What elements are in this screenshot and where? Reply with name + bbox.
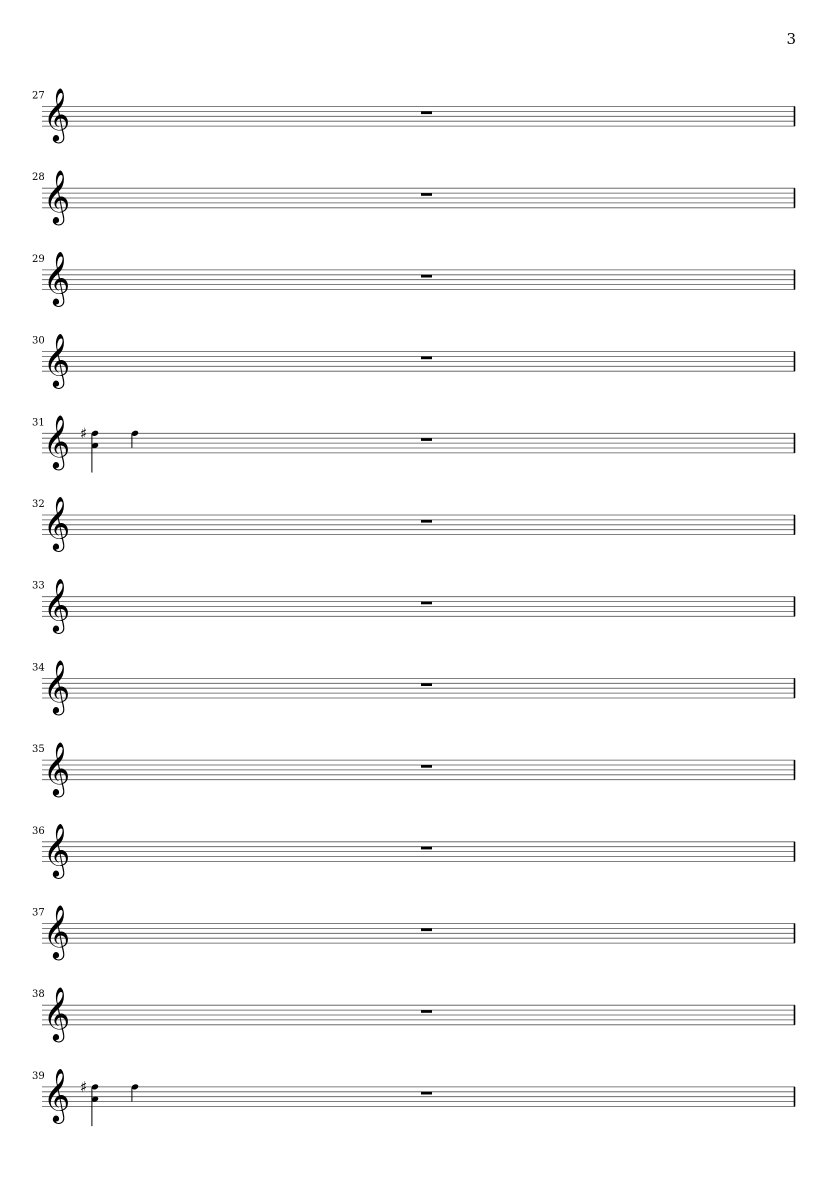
note xyxy=(80,1078,99,1126)
treble-clef-icon: 𝄞 xyxy=(43,250,71,305)
staff-system-38 xyxy=(32,986,795,1042)
measure-number: 39 xyxy=(32,1070,45,1082)
staff-system-31 xyxy=(32,414,795,473)
sharp-icon: ♯ xyxy=(80,1077,88,1096)
treble-clef-icon: 𝄞 xyxy=(43,168,71,223)
measure-number: 36 xyxy=(32,825,45,837)
treble-clef-icon: 𝄞 xyxy=(43,822,71,877)
whole-rest xyxy=(421,357,432,360)
measure-number: 35 xyxy=(32,744,45,756)
whole-rest xyxy=(421,683,432,686)
treble-clef-icon: 𝄞 xyxy=(43,659,71,714)
staff-system-35 xyxy=(32,741,795,797)
treble-clef-icon: 𝄞 xyxy=(43,1067,71,1122)
whole-rest xyxy=(421,438,432,441)
whole-rest xyxy=(421,847,432,850)
whole-rest xyxy=(421,111,432,114)
staff-system-34 xyxy=(32,659,795,715)
treble-clef-icon: 𝄞 xyxy=(43,904,71,959)
whole-rest xyxy=(421,520,432,523)
page-number: 3 xyxy=(786,30,796,48)
measure-number: 28 xyxy=(32,172,45,184)
treble-clef-icon: 𝄞 xyxy=(43,985,71,1040)
measure-number: 33 xyxy=(32,580,45,592)
measure-number: 30 xyxy=(32,335,45,347)
measure-number: 29 xyxy=(32,253,45,265)
treble-clef-icon: 𝄞 xyxy=(43,740,71,795)
whole-rest xyxy=(421,765,432,768)
staff-system-36 xyxy=(32,822,795,878)
measure-number: 31 xyxy=(32,417,45,429)
whole-rest xyxy=(421,602,432,605)
staff-system-29 xyxy=(32,251,795,307)
whole-rest xyxy=(421,1092,432,1095)
measure-number: 37 xyxy=(32,907,45,919)
measure-number: 32 xyxy=(32,499,45,510)
whole-rest xyxy=(421,1010,432,1013)
note xyxy=(80,424,99,472)
treble-clef-icon: 𝄞 xyxy=(43,87,71,142)
staff-system-27 xyxy=(32,87,795,143)
treble-clef-icon: 𝄞 xyxy=(43,413,71,468)
staff-system-39 xyxy=(32,1068,795,1127)
measure-number: 38 xyxy=(32,989,45,1001)
note xyxy=(131,430,139,448)
staff-system-28 xyxy=(32,169,795,225)
measure-number: 27 xyxy=(32,90,45,102)
staff-system-32 xyxy=(32,496,795,552)
staff-system-37 xyxy=(32,904,795,960)
treble-clef-icon: 𝄞 xyxy=(43,332,71,387)
treble-clef-icon: 𝄞 xyxy=(43,495,71,550)
sharp-icon: ♯ xyxy=(80,424,88,443)
treble-clef-icon: 𝄞 xyxy=(43,577,71,632)
whole-rest xyxy=(421,928,432,931)
staff-system-30 xyxy=(32,332,795,388)
whole-rest xyxy=(421,193,432,196)
staff-system-33 xyxy=(32,577,795,633)
note xyxy=(131,1083,139,1101)
measure-number: 34 xyxy=(32,662,45,674)
whole-rest xyxy=(421,275,432,278)
